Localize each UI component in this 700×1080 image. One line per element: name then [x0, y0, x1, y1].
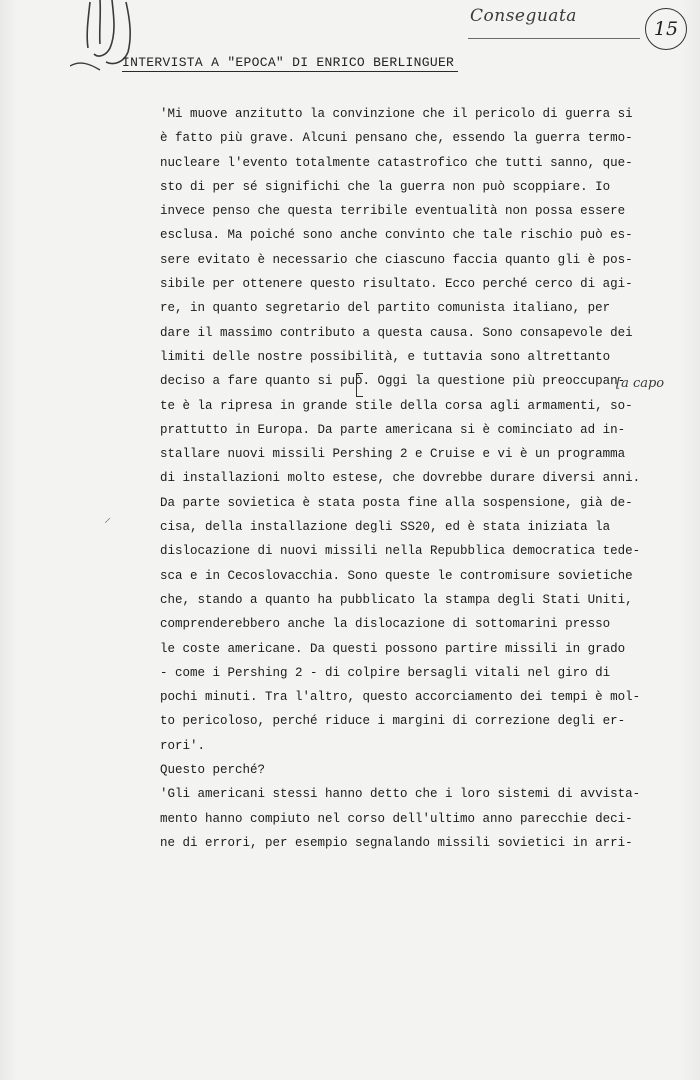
- body-line: le coste americane. Da questi possono partire missili in grado: [160, 641, 626, 656]
- body-line: 'Mi muove anzitutto la convinzione che il pericolo di guerra si: [160, 107, 633, 121]
- margin-note: [a capo: [616, 376, 665, 391]
- body-line: to pericoloso, perché riduce i margini di correzione degli er-: [160, 714, 626, 729]
- document-title: INTERVISTA A "EPOCA" DI ENRICO BERLINGUER: [122, 55, 455, 70]
- body-line: che, stando a quanto ha pubblicato la stampa degli Stati Uniti,: [160, 592, 633, 607]
- body-line: re, in quanto segretario del partito comunista italiano, per: [160, 301, 611, 316]
- body-line: prattutto in Europa. Da parte americana si è cominciato ad in-: [160, 422, 626, 437]
- title-underline: [122, 71, 458, 72]
- body-line: dislocazione di nuovi missili nella Repubblica democratica tede-: [160, 544, 641, 559]
- body-line: deciso a fare quanto si può. Oggi la questione più preoccupan-: [160, 374, 626, 389]
- body-line: nucleare l'evento totalmente catastrofico che tutti sanno, que-: [160, 155, 633, 170]
- body-line: sere evitato è necessario che ciascuno faccia quanto gli è pos-: [160, 252, 633, 267]
- annotation-underline: [468, 38, 640, 39]
- body-line: Da parte sovietica è stata posta fine alla sospensione, già de-: [160, 495, 633, 510]
- body-line: sto di per sé significhi che la guerra non può scoppiare. Io: [160, 179, 611, 194]
- body-line: 'Gli americani stessi hanno detto che i loro sistemi di avvista-: [160, 787, 641, 802]
- body-line: di installazioni molto estese, che dovrebbe durare diversi anni.: [160, 471, 641, 486]
- body-line: stallare nuovi missili Pershing 2 e Cruise e vi è un programma: [160, 447, 626, 462]
- page-number: 15: [645, 8, 687, 50]
- body-line: dare il massimo contributo a questa causa. Sono consapevole dei: [160, 325, 633, 340]
- body-line: mento hanno compiuto nel corso dell'ultimo anno parecchie deci-: [160, 811, 633, 826]
- body-line: sca e in Cecoslovacchia. Sono queste le contromisure sovietiche: [160, 568, 633, 583]
- body-line: te è la ripresa in grande stile della corsa agli armamenti, so-: [160, 398, 633, 413]
- body-line: invece penso che questa terribile eventualità non possa essere: [160, 204, 626, 219]
- body-line: - come i Pershing 2 - di colpire bersagli vitali nel giro di: [160, 665, 611, 680]
- body-line: è fatto più grave. Alcuni pensano che, essendo la guerra termo-: [160, 131, 633, 146]
- body-line: ne di errori, per esempio segnalando missili sovietici in arri-: [160, 835, 633, 850]
- body-line: Questo perché?: [160, 763, 266, 778]
- body-line: comprenderebbero anche la dislocazione di sottomarini presso: [160, 617, 611, 632]
- body-line: pochi minuti. Tra l'altro, questo accorciamento dei tempi è mol-: [160, 690, 641, 705]
- body-line: esclusa. Ma poiché sono anche convinto che tale rischio può es-: [160, 228, 633, 243]
- margin-mark-icon: ⸝: [104, 510, 111, 526]
- body-line: cisa, della installazione degli SS20, ed è stata iniziata la: [160, 520, 611, 535]
- body-line: sibile per ottenere questo risultato. Ecco perché cerco di agi-: [160, 277, 633, 292]
- handwritten-annotation: Conseguata: [470, 6, 577, 26]
- body-line: limiti delle nostre possibilità, e tuttavia sono altrettanto: [160, 349, 611, 364]
- body-line: rori'.: [160, 738, 206, 753]
